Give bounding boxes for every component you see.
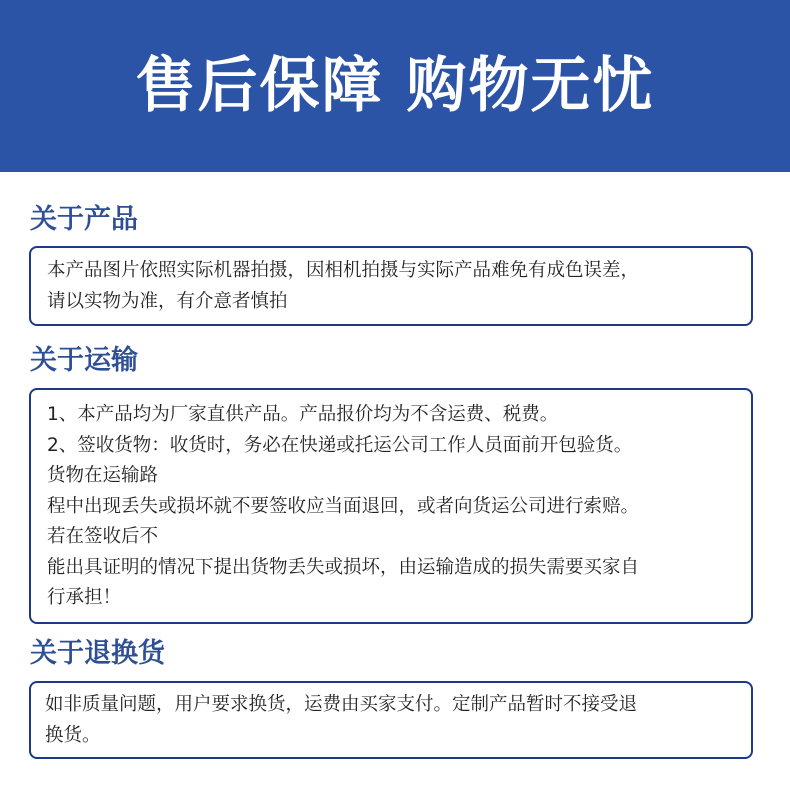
text-line: 行承担！ [47,587,122,608]
section-box-product [29,246,753,326]
text-line: 如非质量问题，用户要求换货，运费由买家支付。定制产品暂时不接受退 [45,694,638,715]
text-line: 程中出现丢失或损坏就不要签收应当面退回，或者向货运公司进行索赔。 [47,495,640,517]
text-line: 1、本产品均为厂家直供产品。产品报价均为不含运费、税费。 [47,404,559,425]
section-heading-product: 关于产品 [30,204,138,235]
text-line: 若在签收后不 [47,526,159,547]
banner-title: 售后保障 购物无忧 [135,51,655,121]
section-box-shipping [29,388,753,624]
text-line: 本产品图片依照实际机器拍摄，因相机拍摄与实际产品难免有成色误差， [47,260,640,281]
section-box-returns [29,681,753,759]
text-line: 请以实物为准，有介意者慎拍 [47,291,288,312]
section-heading-returns: 关于退换货 [30,638,165,669]
section-heading-shipping: 关于运输 [30,345,138,376]
text-line: 能出具证明的情况下提出货物丢失或损坏，由运输造成的损失需要买家自 [47,556,640,578]
text-line: 换货。 [45,725,101,746]
text-line: 货物在运输路 [47,465,159,486]
banner [0,0,790,172]
text-line: 2、签收货物：收货时，务必在快递或托运公司工作人员面前开包验货。 [47,434,633,456]
